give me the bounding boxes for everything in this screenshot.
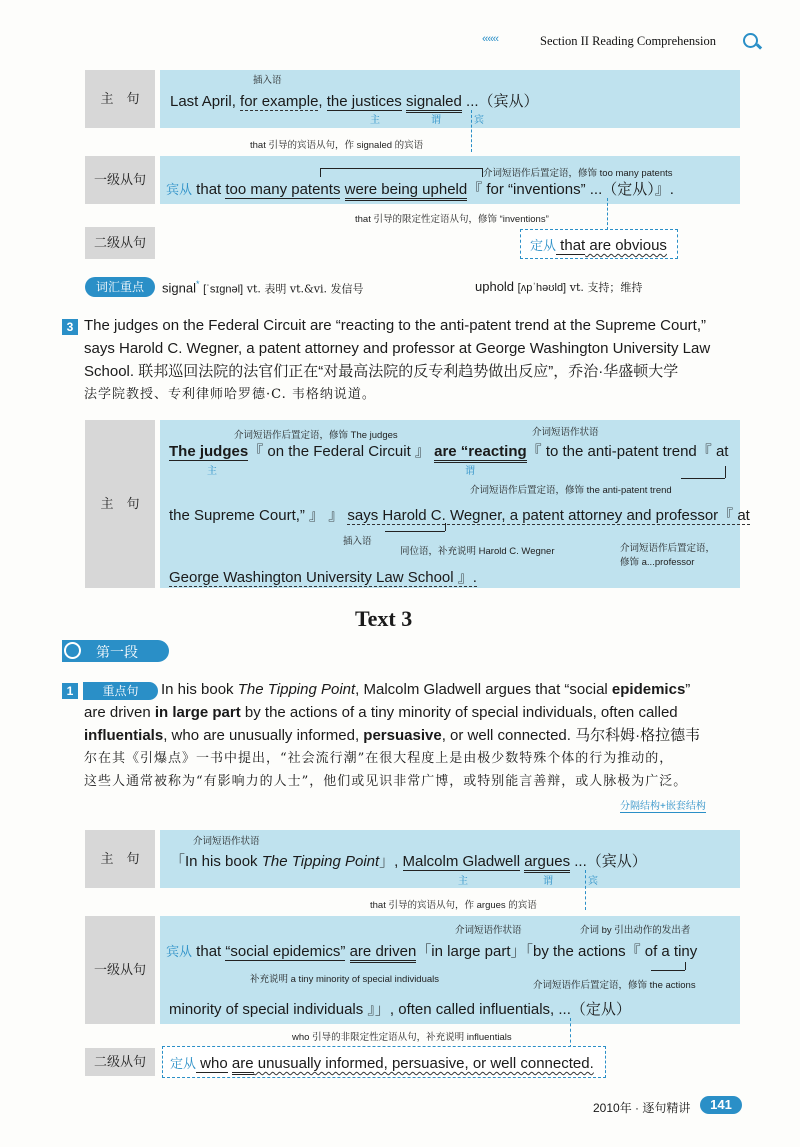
- row-label: 一级从句: [85, 916, 155, 1024]
- row-label: 主 句: [85, 420, 155, 588]
- row-label: 二级从句: [85, 1048, 155, 1076]
- row-label: 主 句: [85, 70, 155, 128]
- sentence-text: 宾从 that too many patents were being upheld『 for “inventions” ...（定从）』.: [166, 178, 674, 199]
- paragraph-badge: 第一段: [62, 640, 169, 662]
- row-label: 主 句: [85, 830, 155, 888]
- note: 介词短语作后置定语，修饰 too many patents: [483, 168, 673, 179]
- vocab-badge: 词汇重点: [85, 277, 155, 297]
- para-number: 1: [62, 683, 78, 699]
- section-title: Text 3: [355, 606, 413, 631]
- page-header: [470, 32, 770, 52]
- sentence-text: Last April, for example, the justices signaled ...（宾从）: [170, 90, 539, 111]
- insert-note: 插入语: [253, 75, 282, 86]
- note: that 引导的限定性定语从句，修饰 “inventions”: [355, 214, 549, 225]
- search-icon: [64, 642, 81, 659]
- header-title: Section II Reading Comprehension: [540, 34, 717, 48]
- search-icon-handle: [756, 43, 762, 49]
- key-sentence-tag: 重点句: [83, 682, 158, 700]
- header-arrows: ‹‹‹‹‹‹: [482, 33, 498, 45]
- sentence-text: 定从 that are obvious: [530, 237, 667, 254]
- page-number: 141: [700, 1096, 742, 1114]
- row-label: 一级从句: [85, 156, 155, 204]
- note: that 引导的宾语从句，作 signaled 的宾语: [250, 140, 424, 151]
- para-number: 3: [62, 319, 78, 335]
- row-label: 二级从句: [85, 227, 155, 259]
